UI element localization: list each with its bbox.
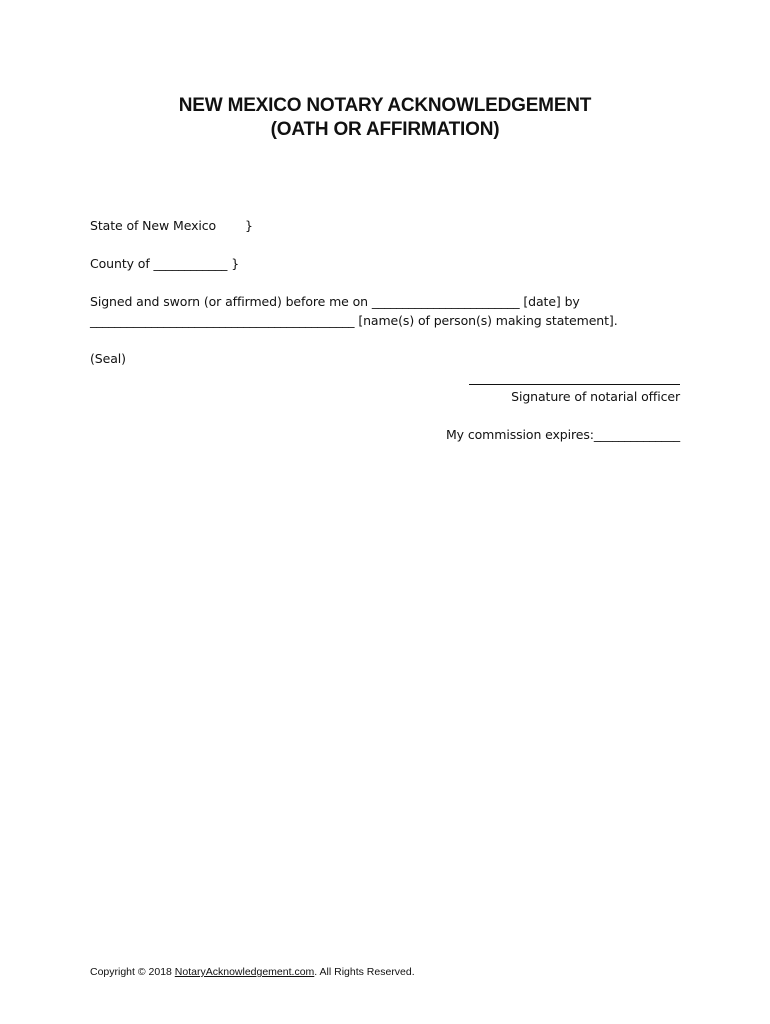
county-line: County of ____________ } [90, 256, 240, 271]
state-label: State of New Mexico [90, 218, 217, 233]
document-title: NEW MEXICO NOTARY ACKNOWLEDGEMENT [178, 95, 592, 116]
state-brace: } [245, 218, 253, 233]
copyright-suffix: . All Rights Reserved. [314, 966, 415, 978]
signature-line [469, 384, 680, 385]
sworn-statement-line-2: ___________________________________________ [name(s) of person(s) making statement]. [90, 313, 618, 328]
document-subtitle: (OATH OR AFFIRMATION) [270, 119, 500, 140]
signature-label: Signature of notarial officer [511, 389, 680, 404]
footer-link[interactable]: NotaryAcknowledgement.com [174, 966, 315, 978]
copyright-footer [90, 965, 415, 979]
sworn-statement-line-1: Signed and sworn (or affirmed) before me on ________________________ [date] by [90, 294, 580, 309]
seal-label: (Seal) [90, 351, 126, 366]
copyright-prefix: Copyright © 2018 [90, 966, 175, 978]
commission-expires: My commission expires:______________ [446, 427, 680, 442]
